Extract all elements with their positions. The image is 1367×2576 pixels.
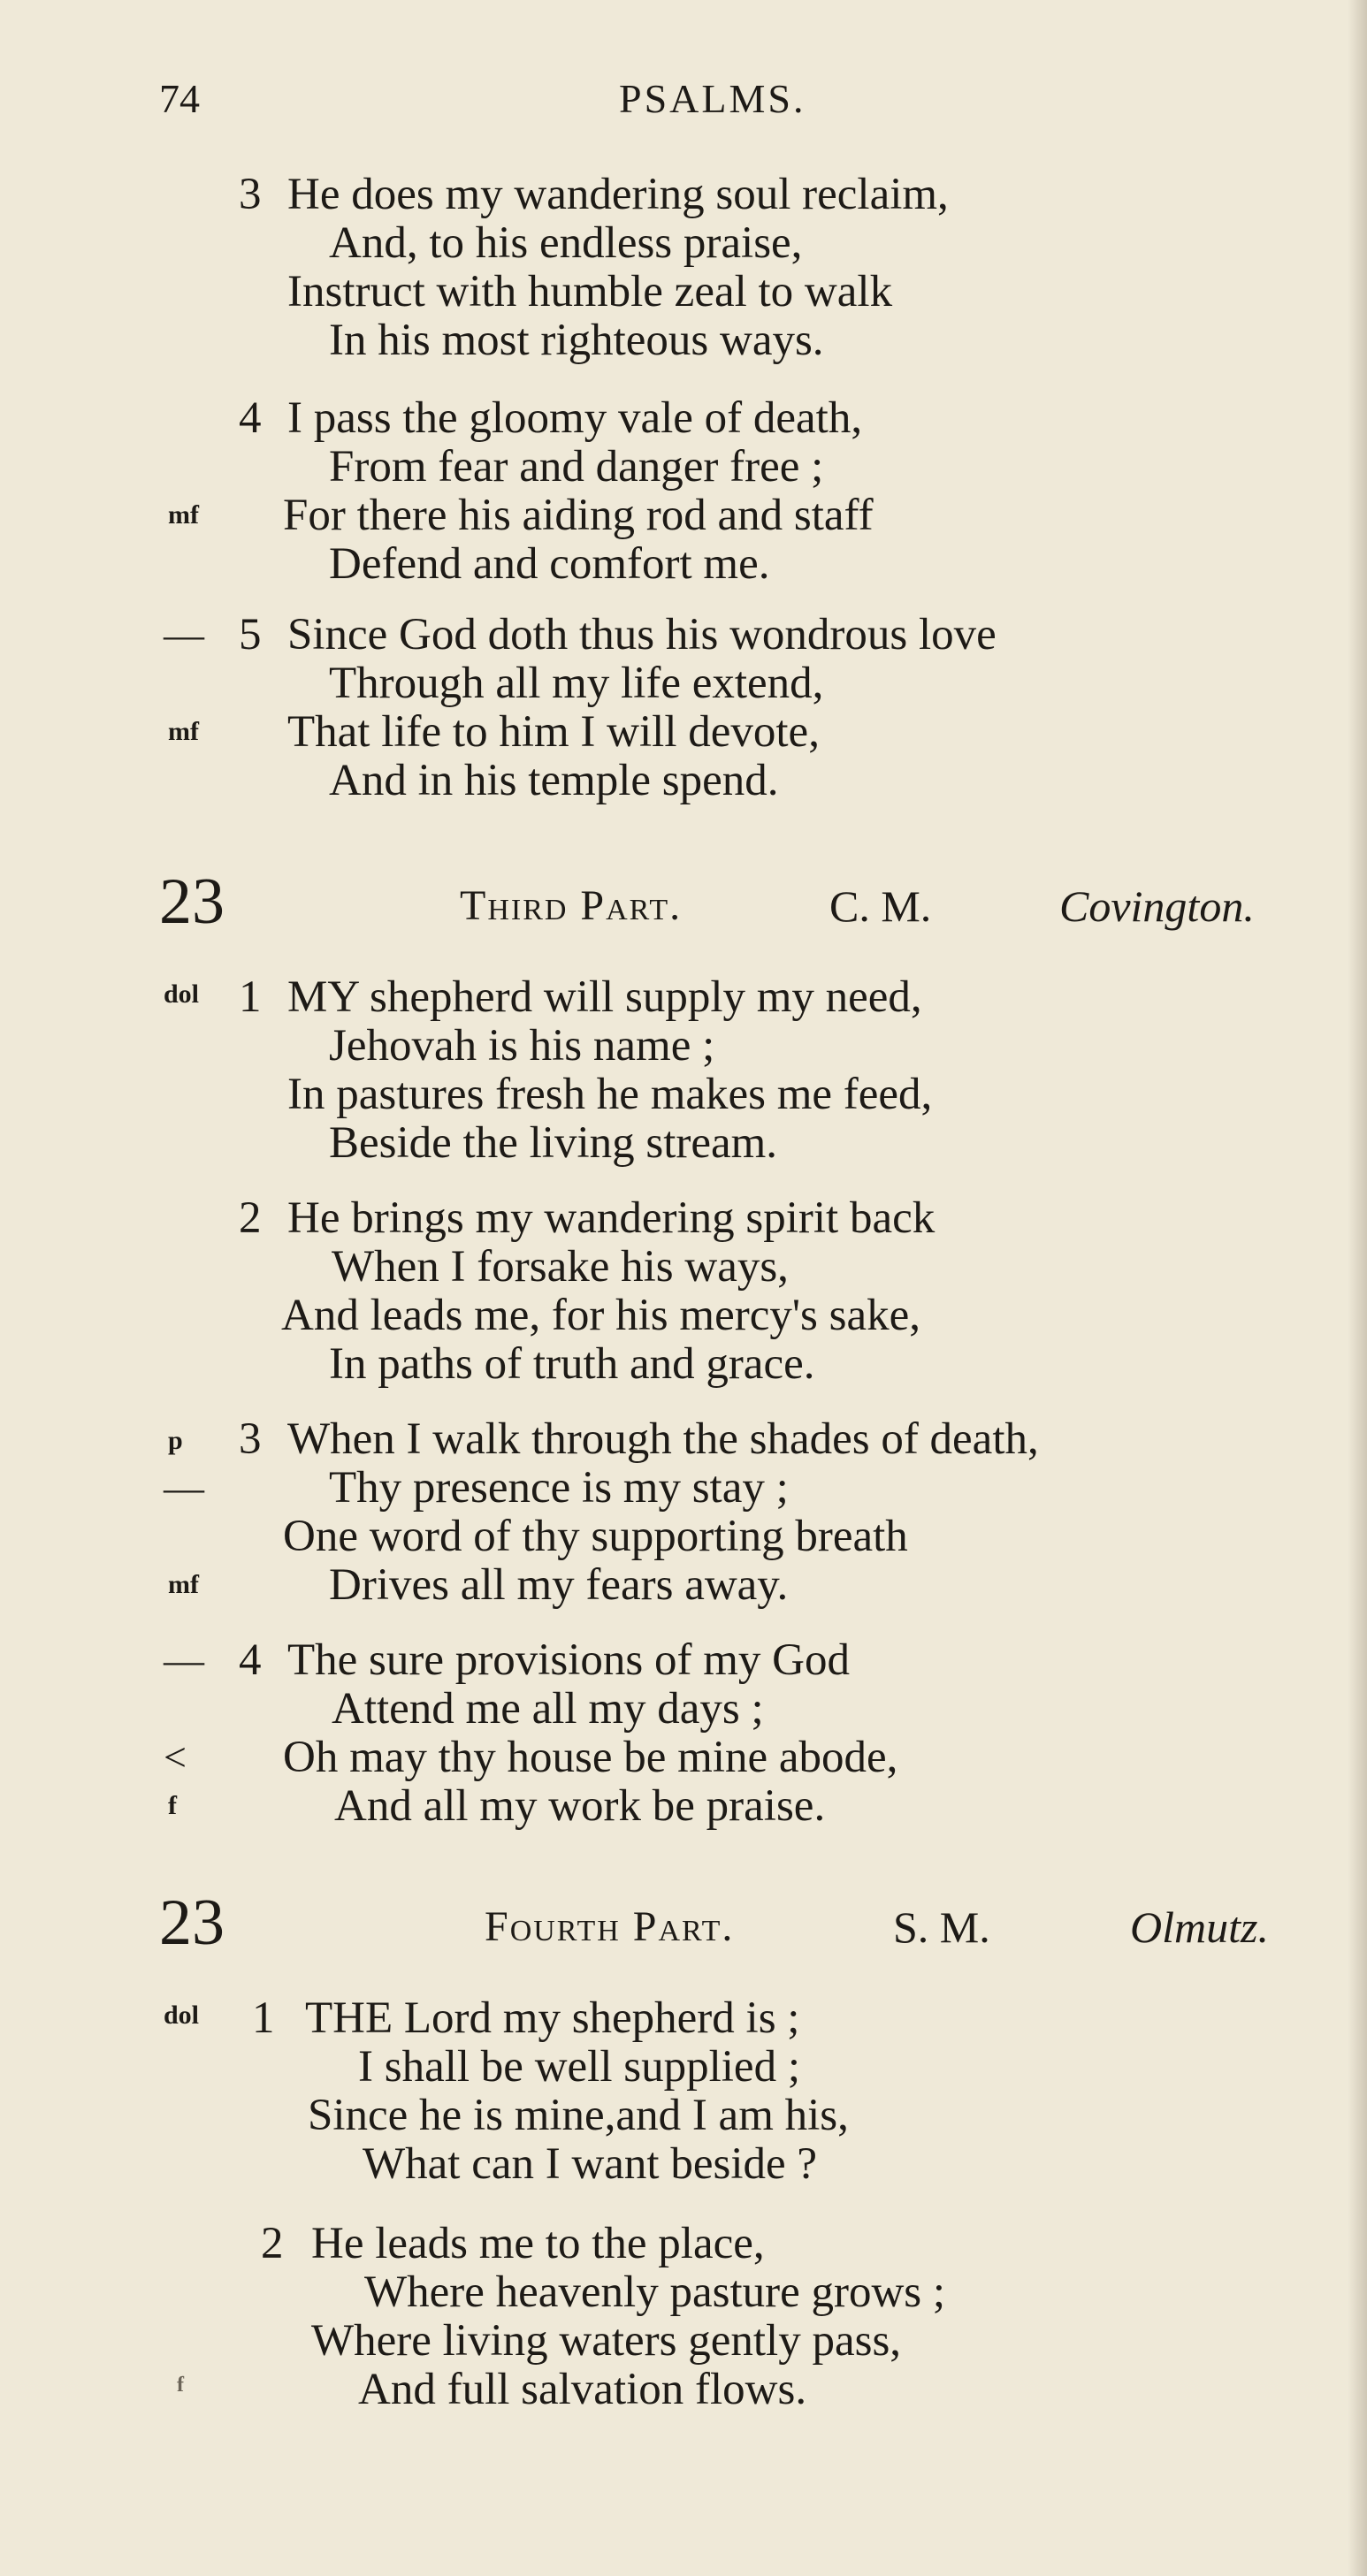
stanza-number: 1: [239, 972, 262, 1022]
dynamic-mark: —: [164, 612, 204, 657]
verse-line: When I walk through the shades of death,: [287, 1414, 1039, 1464]
dynamic-mark: mf: [168, 500, 199, 530]
verse-line: THE Lord my shepherd is ;: [305, 1993, 800, 2043]
dynamic-mark: dol: [164, 2001, 200, 2030]
stanza-number: 4: [239, 1635, 262, 1685]
stanza-number: 4: [239, 393, 262, 443]
dynamic-mark: mf: [168, 1570, 199, 1599]
dynamic-mark: mf: [168, 717, 199, 746]
verse-line: Since God doth thus his wondrous love: [287, 610, 997, 659]
verse-line: One word of thy supporting breath: [283, 1512, 908, 1561]
verse-line: Drives all my fears away.: [329, 1560, 789, 1610]
verse-line: Instruct with humble zeal to walk: [287, 267, 893, 316]
stanza-number: 3: [239, 170, 262, 219]
verse-line: For there his aiding rod and staff: [283, 491, 874, 540]
running-title: PSALMS.: [619, 76, 806, 121]
verse-line: Oh may thy house be mine abode,: [283, 1733, 898, 1782]
verse-line: In his most righteous ways.: [329, 316, 824, 365]
verse-line: What can I want beside ?: [363, 2139, 818, 2189]
stanza-number: 2: [239, 1193, 262, 1243]
verse-line: From fear and danger free ;: [329, 442, 824, 492]
verse-line: Thy presence is my stay ;: [329, 1463, 789, 1513]
psalm-number: 23: [159, 865, 225, 938]
verse-line: Through all my life extend,: [329, 659, 824, 708]
psalm-number: 23: [159, 1886, 225, 1959]
verse-line: And leads me, for his mercy's sake,: [281, 1291, 920, 1340]
verse-line: Where heavenly pasture grows ;: [364, 2267, 946, 2317]
verse-line: He does my wandering soul reclaim,: [287, 170, 949, 219]
verse-line: And in his temple spend.: [329, 756, 779, 805]
verse-line: I shall be well supplied ;: [358, 2042, 800, 2092]
verse-line: And all my work be praise.: [334, 1781, 826, 1831]
part-title: Third Part.: [460, 882, 683, 929]
stanza-number: 3: [239, 1414, 262, 1464]
dynamic-mark: —: [164, 1465, 204, 1510]
stanza-number: 1: [252, 1993, 275, 2043]
verse-line: When I forsake his ways,: [332, 1242, 789, 1292]
dynamic-mark: dol: [164, 979, 200, 1009]
tune-name: Olmutz.: [1130, 1902, 1269, 1952]
verse-line: Defend and comfort me.: [329, 539, 770, 589]
verse-line: The sure provisions of my God: [287, 1635, 851, 1685]
part-title: Fourth Part.: [485, 1903, 735, 1950]
meter: S. M.: [893, 1902, 990, 1952]
verse-line: Since he is mine,and I am his,: [308, 2091, 849, 2140]
verse-line: And full salvation flows.: [358, 2365, 807, 2414]
verse-line: I pass the gloomy vale of death,: [287, 393, 863, 443]
verse-line: Where living waters gently pass,: [311, 2316, 902, 2366]
verse-line: In pastures fresh he makes me feed,: [287, 1070, 933, 1119]
verse-line: In paths of truth and grace.: [329, 1339, 815, 1389]
dynamic-mark: —: [164, 1637, 204, 1682]
dynamic-mark: f: [177, 2374, 184, 2397]
verse-line: MY shepherd will supply my need,: [287, 972, 922, 1022]
verse-line: He leads me to the place,: [311, 2219, 765, 2268]
verse-line: Attend me all my days ;: [332, 1684, 764, 1734]
dynamic-mark: p: [168, 1426, 183, 1455]
dynamic-mark: f: [168, 1791, 177, 1820]
verse-line: Jehovah is his name ;: [329, 1021, 715, 1071]
meter: C. M.: [829, 881, 932, 931]
stanza-number: 2: [261, 2219, 284, 2268]
verse-line: And, to his endless praise,: [329, 218, 803, 268]
stanza-number: 5: [239, 610, 262, 659]
verse-line: He brings my wandering spirit back: [287, 1193, 936, 1243]
page-number: 74: [159, 76, 200, 121]
crescendo-mark: <: [164, 1734, 187, 1780]
verse-line: That life to him I will devote,: [287, 707, 820, 757]
verse-line: Beside the living stream.: [329, 1118, 778, 1168]
tune-name: Covington.: [1059, 881, 1255, 931]
